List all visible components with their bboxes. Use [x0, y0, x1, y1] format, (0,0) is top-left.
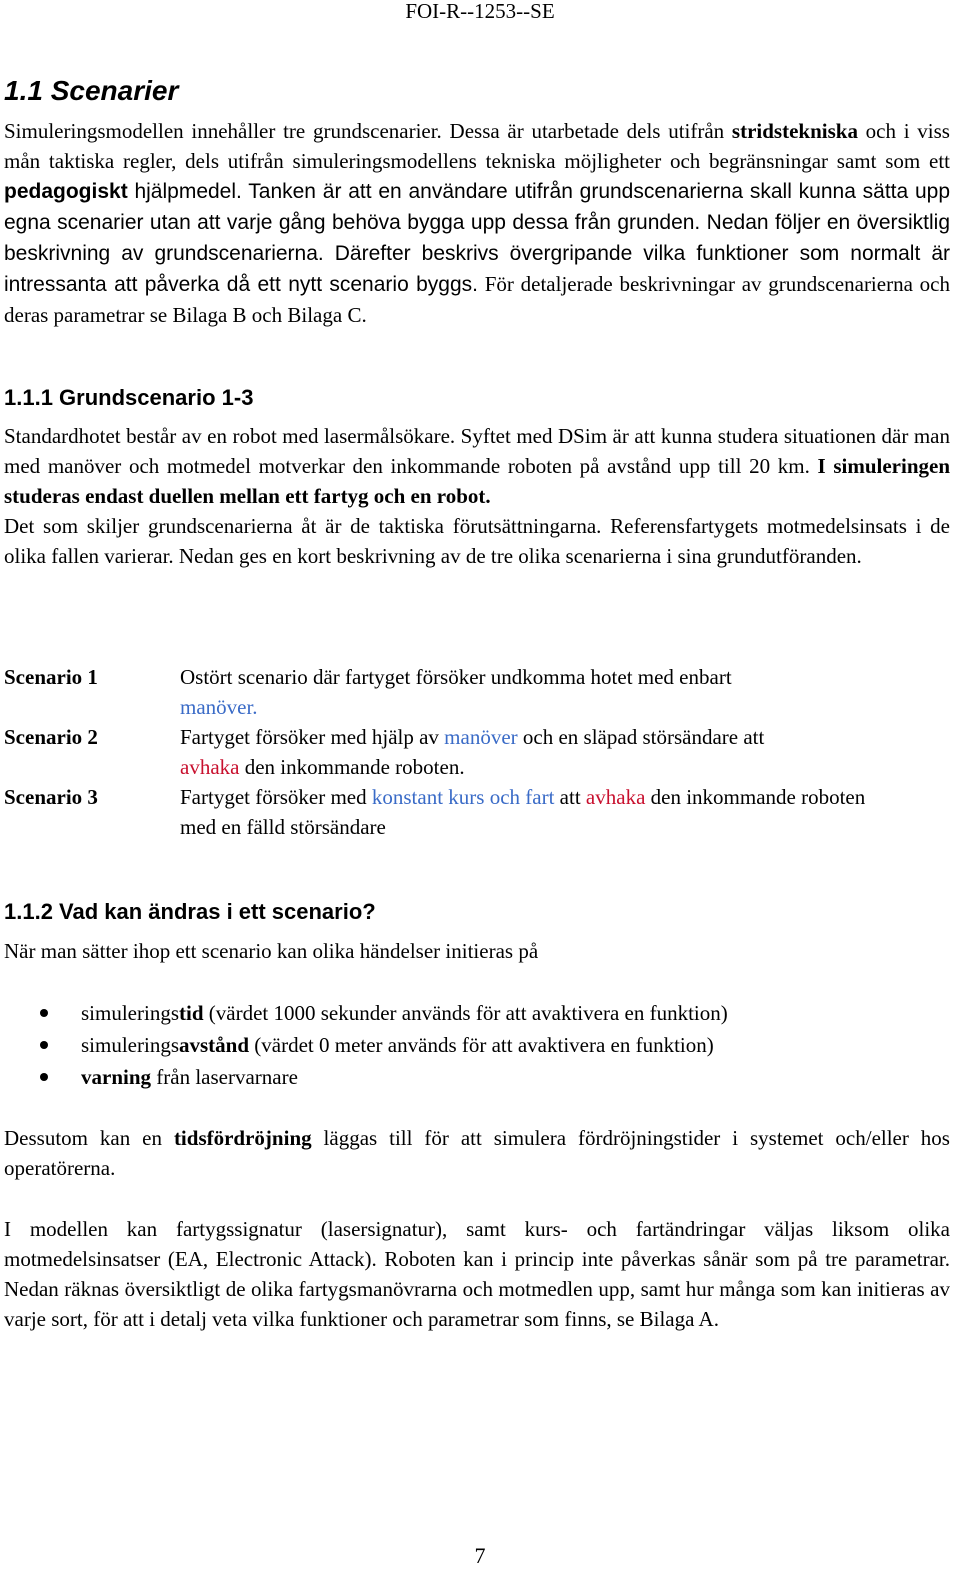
subsection1-p1-bold: I simuleringen studeras endast duellen mellan ett fartyg och en robot. [4, 454, 951, 508]
section-title: 1.1 Scenarier [4, 75, 179, 106]
scenario-table [4, 662, 950, 842]
scenario-highlight-blue: manöver. [180, 695, 258, 719]
list-item-bold: tid [179, 1001, 204, 1025]
scenario-desc-text: Fartyget försöker med [180, 785, 372, 809]
delay-text-1: Dessutom kan en [4, 1126, 174, 1150]
model-text-2: Nedan räknas översiktligt de olika fartygsmanövrarna och motmedlen upp, samt hur många som kan initieras av varje sort, för att i detalj veta vilka funktioner och parametrar som finns, se Bilaga A. [4, 1277, 950, 1331]
list-item-text: (värdet 1000 sekunder används för att avaktivera en funktion) [203, 1001, 728, 1025]
intro-text-3: hjälpmedel. [127, 180, 242, 203]
list-item-text: från laservarnare [151, 1065, 298, 1089]
intro-paragraph-block [4, 116, 950, 330]
running-header: FOI-R--1253--SE [405, 0, 555, 23]
scenario-highlight-red: avhaka [585, 785, 646, 809]
scenario-row-3 [4, 782, 950, 842]
scenario-highlight-blue: konstant kurs och fart [371, 785, 555, 809]
scenario-description [180, 782, 900, 842]
intro-text-4: Tanken är att en användare utifrån grundscenarierna skall kunna sätta upp egna scenarier utan att varje gång behöva bygga upp dessa från grunden. Nedan följer en översiktlig beskrivning av grundscenarierna. [4, 180, 950, 265]
scenario-desc-text: Fartyget försöker med hjälp av [180, 725, 445, 749]
page-number: 7 [474, 1543, 486, 1568]
scenario-row-1 [4, 662, 950, 722]
intro-text-2: och i viss mån taktiska regler, dels utifrån simuleringsmodellens tekniska möjligheter och begränsningar samt som ett [4, 119, 950, 173]
model-paragraph-block [4, 1214, 950, 1334]
bullet-icon [40, 1073, 48, 1081]
intro-text-6: För detaljerade beskrivningar av grundscenarierna och deras parametrar se Bilaga B och Bilaga C. [4, 272, 950, 327]
scenario-label: Scenario 1 [4, 665, 98, 689]
intro-bold-pedagogiskt: pedagogiskt [4, 180, 128, 203]
intro-paragraph [4, 116, 950, 330]
scenario-desc-text: den inkommande roboten. [239, 755, 465, 779]
intro-text-5: Därefter beskrivs övergripande vilka funktioner som normalt är intressanta att påverka då ett nytt scenario byggs. [4, 242, 950, 296]
list-item [4, 1061, 950, 1093]
delay-text-2: läggas till för att simulera fördröjningstider i systemet och/eller hos operatörerna. [4, 1126, 950, 1180]
subsection2-intro: När man sätter ihop ett scenario kan olika händelser initieras på [4, 939, 539, 963]
scenario-desc-text: att [554, 785, 586, 809]
model-paragraph [4, 1214, 950, 1334]
scenario-desc-text: och en släpad störsändare att [517, 725, 765, 749]
subsection2-title: 1.1.2 Vad kan ändras i ett scenario? [4, 899, 376, 924]
bullet-icon [40, 1009, 48, 1017]
subsection2-intro-block [4, 936, 950, 966]
subsection1-p1-text: Standardhotet består av en robot med lasermålsökare. Syftet med DSim är att kunna studera situationen där man med manöver och motmedel motverkar den inkommande roboten på avstånd upp till 20 km. [4, 424, 950, 478]
scenario-highlight-blue: manöver [444, 725, 518, 749]
list-item-text: simulerings [81, 1033, 179, 1057]
intro-bold-stridstekniska: stridstekniska [731, 119, 858, 143]
scenario-description [180, 722, 900, 782]
list-item [4, 1029, 950, 1061]
subsection1-heading-block [4, 383, 950, 413]
list-item-text: (värdet 0 meter används för att avaktivera en funktion) [249, 1033, 714, 1057]
scenario-label: Scenario 2 [4, 725, 98, 749]
bullet-icon [40, 1041, 48, 1049]
list-item-text: simulerings [81, 1001, 179, 1025]
intro-text-1: Simuleringsmodellen innehåller tre grundscenarier. Dessa är utarbetade dels utifrån [4, 119, 732, 143]
delay-paragraph [4, 1123, 950, 1183]
subsection1-paragraph-1 [4, 421, 950, 511]
scenario-description [180, 662, 900, 722]
delay-bold: tidsfördröjning [173, 1126, 312, 1150]
subsection1-title: 1.1.1 Grundscenario 1-3 [4, 385, 254, 410]
subsection2-heading-block [4, 897, 950, 927]
scenario-row-2 [4, 722, 950, 782]
list-item [4, 997, 950, 1029]
list-item-bold: varning [81, 1065, 152, 1089]
event-trigger-list [4, 997, 950, 1093]
scenario-highlight-red: avhaka [180, 755, 240, 779]
model-text-1: I modellen kan fartygssignatur (lasersignatur), samt kurs- och fartändringar väljas liksom olika motmedelsinsatser (EA, Electronic Attack). Roboten kan i princip inte påverkas sånär som på tre parametrar. [4, 1217, 950, 1271]
list-item-bold: avstånd [179, 1033, 250, 1057]
subsection1-paragraph-2: Det som skiljer grundscenarierna åt är de taktiska förutsättningarna. Referensfartygets motmedelsinsats i de olika fallen varierar. Nedan ges en kort beskrivning av de tre olika scenarierna i sina grundutföranden. [4, 514, 950, 568]
delay-paragraph-block [4, 1123, 950, 1183]
scenario-label: Scenario 3 [4, 785, 98, 809]
subsection1-p1-block [4, 421, 950, 571]
bullet-list-block [4, 997, 950, 1093]
scenario-desc-text: Ostört scenario där fartyget försöker undkomma hotet med enbart [180, 665, 732, 689]
scenario-desc-text: den inkommande roboten med en fälld störsändare [180, 785, 866, 839]
